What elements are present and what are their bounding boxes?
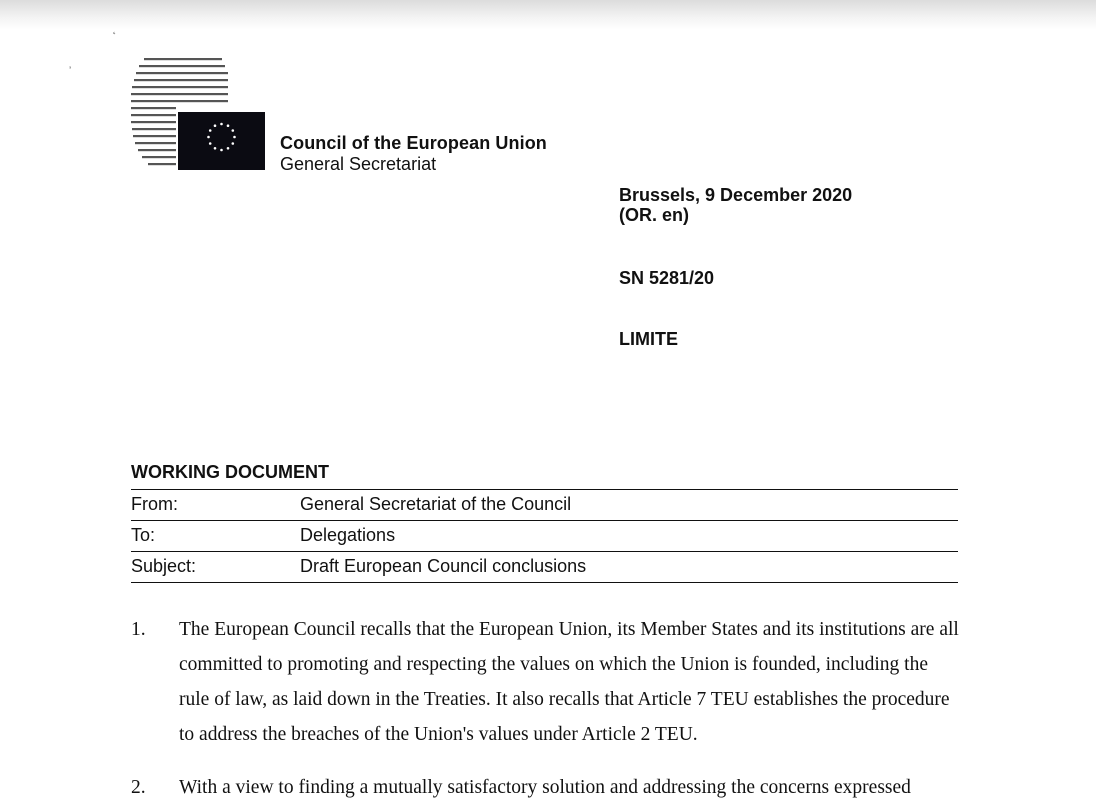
- routing-label: Subject:: [131, 556, 197, 576]
- paragraph-1: [131, 612, 961, 752]
- eu-flag: [178, 112, 265, 170]
- paragraph-number: 1.: [131, 619, 146, 640]
- classification-label: LIMITE: [619, 329, 678, 349]
- routing-row-to: [131, 520, 958, 551]
- routing-table: [131, 489, 958, 583]
- routing-value: General Secretariat of the Council: [300, 494, 572, 514]
- paragraph-number: 2.: [131, 777, 146, 798]
- paragraph-2: [131, 770, 961, 805]
- paragraph-text: The European Council recalls that the European Union, its Member States and its institutions are all committed to promoting and respecting the values on which the Union is founded, including the rule of law, as laid down in the Treaties. It also recalls that Article 7 TEU establishes the procedure to address the breaches of the Union's values under Article 2 TEU.: [179, 619, 959, 745]
- routing-value: Delegations: [300, 525, 396, 545]
- scan-speck: ʼ: [69, 66, 72, 77]
- organization-subtitle: General Secretariat: [280, 154, 437, 174]
- document-number: SN 5281/20: [619, 268, 715, 288]
- routing-label: To:: [131, 525, 156, 545]
- routing-row-subject: [131, 551, 958, 583]
- document-date: Brussels, 9 December 2020: [619, 185, 853, 205]
- routing-value: Draft European Council conclusions: [300, 556, 587, 576]
- original-language: (OR. en): [619, 205, 689, 225]
- council-emblem-logo: [130, 50, 270, 175]
- routing-row-from: [131, 489, 958, 520]
- routing-label: From:: [131, 494, 178, 514]
- working-document-title: WORKING DOCUMENT: [131, 462, 329, 482]
- scan-top-shadow: [0, 0, 1096, 30]
- paragraph-text: With a view to finding a mutually satisfactory solution and addressing the concerns expressed: [179, 777, 911, 798]
- organization-name: Council of the European Union: [280, 133, 547, 153]
- scan-speck: ˛: [113, 24, 117, 35]
